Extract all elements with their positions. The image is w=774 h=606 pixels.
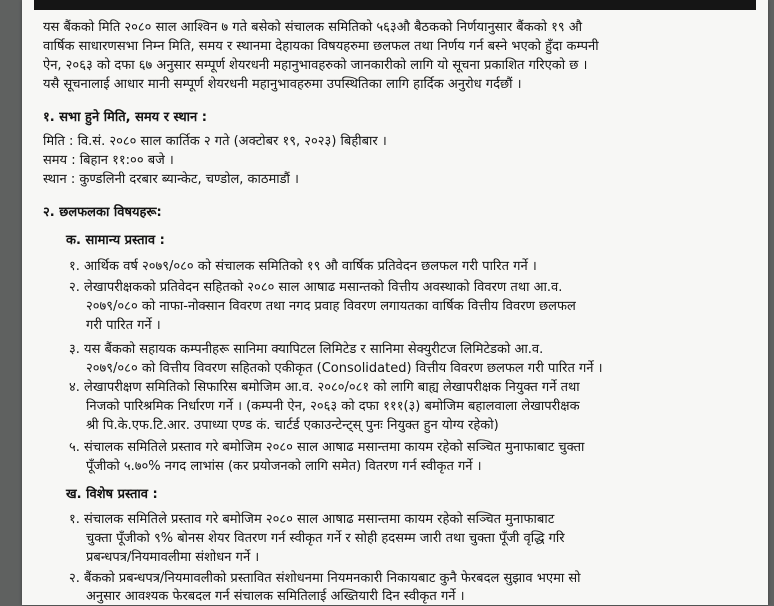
- general-line-11: पूँजीको ५.७०% नगद लाभांस (कर प्रयोजनको लागि समेत) वितरण गर्न स्वीकृत गर्ने ।: [86, 459, 482, 474]
- general-line-7: ४. लेखापरीक्षण समितिको सिफारिस बमोजिम आ.व. २०८०/०८१ को लागि बाह्य लेखापरीक्षक नियुक्त गर्ने तथा: [69, 380, 580, 395]
- header-band: [34, 0, 756, 10]
- special-line-4: २. बैंकको प्रबन्धपत्र/नियमावलीको प्रस्तावित संशोधनमा नियमनकारी निकायबाट कुनै फेरबदल सुझाव भएमा सो: [69, 571, 581, 586]
- intro-line-1: यस बैंकको मिति २०८० साल आश्विन ७ गते बसेको संचालक समितिको ५६३औ बैठकको निर्णयानुसार बैंकको १९ औ: [43, 20, 583, 35]
- intro-line-2: वार्षिक साधारणसभा निम्न मिति, समय र स्थानमा देहायका विषयहरुमा छलफल तथा निर्णय गर्न बस्ने भएको हुँदा कम्पनी: [43, 39, 599, 54]
- section2-heading: २. छलफलका विषयहरू:: [43, 205, 162, 220]
- general-line-3: २०७९/०८० को नाफा-नोक्सान विवरण तथा नगद प्रवाह विवरण लगायतका वार्षिक वित्तीय विवरण छलफल: [86, 299, 576, 314]
- special-line-5: अनुसार आवश्यक फेरबदल गर्न संचालक समितिलाई अख्तियारी दिन स्वीकृत गर्ने ।: [86, 589, 465, 604]
- general-line-9: श्री पि.के.एफ.टि.आर. उपाध्या एण्ड कं. चार्टर्ड एकाउन्टेन्ट्स् पुनः नियुक्त हुन योग्य रहेको): [86, 418, 499, 433]
- general-line-2: २. लेखापरीक्षकको प्रतिवेदन सहितको २०८० साल आषाढ मसान्तको वित्तीय अवस्थाको विवरण तथा आ.व.: [69, 280, 563, 295]
- general-line-10: ५. संचालक समितिले प्रस्ताव गरे बमोजिम २०८० साल आषाढ मसान्तमा कायम रहेको सञ्चित मुनाफाबाट चुक्ता: [69, 440, 585, 455]
- section1-heading: १. सभा हुने मिति, समय र स्थान :: [43, 110, 207, 125]
- general-line-5: ३. यस बैंकको सहायक कम्पनीहरू सानिमा क्यापिटल लिमिटेड र सानिमा सेक्युरीटज लिमिटेडको आ.व.: [69, 342, 544, 357]
- general-line-1: १. आर्थिक वर्ष २०७९/०८० को संचालक समितिको १९ औ वार्षिक प्रतिवेदन छलफल गरी पारित गर्ने ।: [69, 259, 537, 274]
- special-line-3: प्रबन्धपत्र/नियमावलीमा संशोधन गर्ने ।: [86, 550, 260, 565]
- general-line-6: २०७९/०८० को वित्तीय विवरण सहितको एकीकृत (Consolidated) वित्तीय विवरण छलफल गरी पारित गर्ने ।: [86, 361, 603, 376]
- meeting-date: मिति : वि.सं. २०८० साल कार्तिक २ गते (अक्टोबर १९, २०२३) बिहीबार ।: [43, 134, 387, 149]
- general-line-8: निजको पारिश्रमिक निर्धारण गर्ने । (कम्पनी ऐन, २०६३ को दफा १११(३) बमोजिम बहालवाला लेखापरीक्षक: [86, 399, 580, 414]
- special-line-2: चुक्ता पूँजीको ९% बोनस शेयर वितरण गर्न स्वीकृत गर्ने र सोही हदसम्म जारी तथा चुक्ता पूँजी वृद्धि गरि: [86, 531, 565, 546]
- special-line-1: १. संचालक समितिले प्रस्ताव गरे बमोजिम २०८० साल आषाढ मसान्तमा कायम रहेको सञ्चित मुनाफाबाट: [69, 512, 555, 527]
- general-proposal-heading: क. सामान्य प्रस्ताव :: [66, 233, 165, 248]
- meeting-time: समय : बिहान ११:०० बजे ।: [43, 153, 174, 168]
- intro-line-4: यसै सूचनालाई आधार मानी सम्पूर्ण शेयरधनी महानुभावहरुमा उपस्थितिका लागि हार्दिक अनुरोध गर्दछौं ।: [43, 77, 522, 92]
- intro-line-3: ऐन, २०६३ को दफा ६७ अनुसार सम्पूर्ण शेयरधनी महानुभावहरुको जानकारीको लागि यो सूचना प्रकाशित गरिएको छ ।: [43, 58, 588, 73]
- general-line-4: गरी पारित गर्ने ।: [86, 318, 161, 333]
- special-proposal-heading: ख. विशेष प्रस्ताव :: [66, 487, 158, 502]
- meeting-venue: स्थान : कुण्डलिनी दरबार ब्यान्केट, चण्डोल, काठमाडौं ।: [43, 172, 299, 187]
